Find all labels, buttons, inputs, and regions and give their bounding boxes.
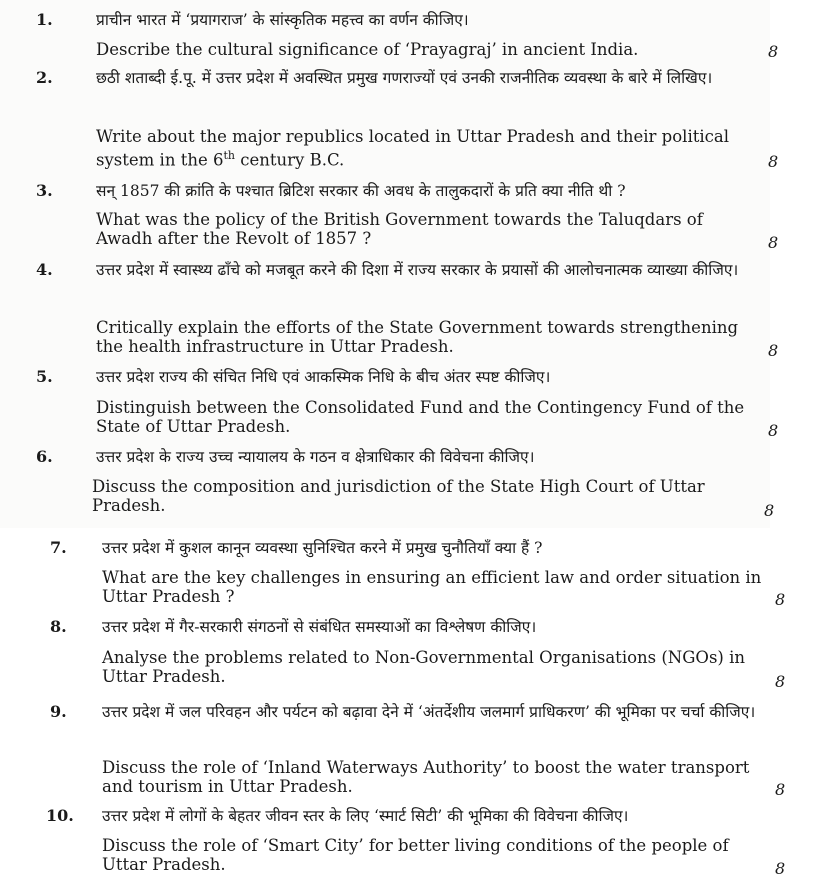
question-hindi: उत्तर प्रदेश के राज्य उच्च न्यायालय के गठन व क्षेत्राधिकार की विवेचना कीजिए। [96,448,535,466]
english-line-2 [96,146,756,170]
question-number: 4. [36,260,53,279]
marks: 8 [775,780,786,799]
question-hindi: उत्तर प्रदेश में गैर-सरकारी संगठनों से संबंधित समस्याओं का विश्लेषण कीजिए। [102,618,537,636]
marks: 8 [768,341,779,360]
question-number: 5. [36,367,53,386]
english-text: system in the 6 [96,150,224,170]
marks: 8 [764,501,775,520]
question-english: Analyse the problems related to Non-Governmental Organisations (NGOs) in Uttar Pradesh. [102,648,746,686]
marks: 8 [768,152,779,171]
question-hindi: उत्तर प्रदेश में लोगों के बेहतर जीवन स्तर के लिए ‘स्मार्ट सिटी’ की भूमिका की विवेचना कीजिए। [102,807,629,825]
question-english: Discuss the role of ‘Inland Waterways Authority’ to boost the water transport and tourism in Uttar Pradesh. [102,758,750,796]
question-number: 8. [50,617,67,636]
english-text: century B.C. [234,150,345,170]
question-english: What was the policy of the British Government towards the Taluqdars of Awadh after the Revolt of 1857 ? [96,210,703,248]
question-hindi: उत्तर प्रदेश में कुशल कानून व्यवस्था सुनिश्चित करने में प्रमुख चुनौतियाँ क्या हैं ? [102,539,543,557]
marks: 8 [768,233,779,252]
marks: 8 [768,421,779,440]
english-line-1: Write about the major republics located in Uttar Pradesh and their political [96,127,729,146]
marks: 8 [775,859,786,878]
question-english: What are the key challenges in ensuring an efficient law and order situation in Uttar Pradesh ? [102,568,762,606]
question-number: 9. [50,702,67,721]
question-number: 7. [50,538,67,557]
question-hindi: उत्तर प्रदेश में जल परिवहन और पर्यटन को बढ़ावा देने में ‘अंतर्देशीय जलमार्ग प्राधिकरण’ की भूमिका पर चर्चा कीजिए। [102,703,756,721]
question-english: Critically explain the efforts of the State Government towards strengthening the health infrastructure in Uttar Pradesh. [96,318,739,356]
question-hindi: उत्तर प्रदेश में स्वास्थ्य ढाँचे को मजबूत करने की दिशा में राज्य सरकार के प्रयासों की आलोचनात्मक व्याख्या कीजिए। [96,261,739,279]
marks: 8 [775,672,786,691]
question-english: Describe the cultural significance of ‘Prayagraj’ in ancient India. [96,40,639,59]
question-number: 3. [36,181,53,200]
marks: 8 [768,42,779,61]
question-number: 2. [36,68,53,87]
question-english: Discuss the composition and jurisdiction of the State High Court of Uttar Pradesh. [92,477,705,515]
superscript: th [223,149,235,162]
question-hindi: उत्तर प्रदेश राज्य की संचित निधि एवं आकस्मिक निधि के बीच अंतर स्पष्ट कीजिए। [96,368,551,386]
marks: 8 [775,590,786,609]
question-number: 1. [36,10,53,29]
question-number: 6. [36,447,53,466]
question-hindi: छठी शताब्दी ई.पू. में उत्तर प्रदेश में अवस्थित प्रमुख गणराज्यों एवं उनकी राजनीतिक व्यवस्था के बारे में लिखिए। [96,69,713,87]
question-english [96,127,756,170]
question-english: Distinguish between the Consolidated Fund and the Contingency Fund of the State of Uttar Pradesh. [96,398,745,436]
question-hindi: प्राचीन भारत में ‘प्रयागराज’ के सांस्कृतिक महत्त्व का वर्णन कीजिए। [96,11,469,29]
question-number: 10. [46,806,74,825]
question-english: Discuss the role of ‘Smart City’ for better living conditions of the people of Uttar Pradesh. [102,836,729,874]
question-hindi: सन् 1857 की क्रांति के पश्चात ब्रिटिश सरकार की अवध के तालुकदारों के प्रति क्या नीति थी ? [96,182,626,200]
